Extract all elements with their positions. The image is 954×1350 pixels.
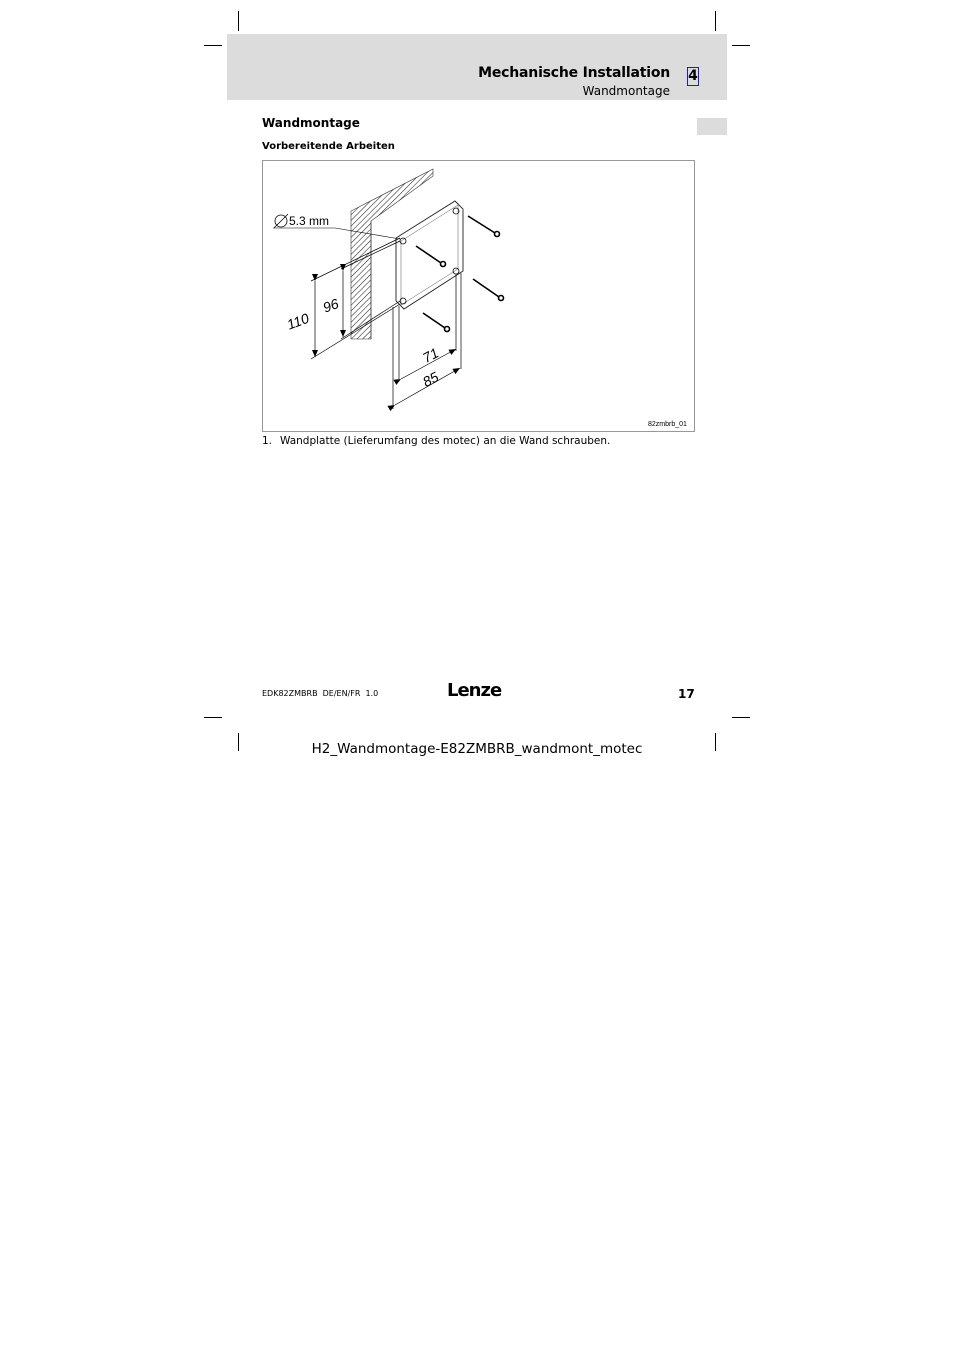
crop-mark: [732, 45, 750, 46]
list-item: [262, 435, 610, 447]
dimension-71: 71: [419, 344, 442, 366]
section-subheading: Vorbereitende Arbeiten: [262, 141, 395, 152]
chapter-subtitle: Wandmontage: [582, 84, 670, 98]
lenze-logo: Lenze: [447, 680, 502, 701]
step-text: Wandplatte (Lieferumfang des motec) an die Wand schrauben.: [280, 435, 611, 447]
step-number: 1.: [262, 435, 273, 447]
file-slug: H2_Wandmontage-E82ZMBRB_wandmont_motec: [311, 741, 643, 757]
crop-mark: [715, 11, 716, 31]
dimension-85: 85: [419, 368, 442, 390]
page-number: 17: [678, 687, 695, 701]
crop-mark: [204, 45, 222, 46]
side-tab: [697, 118, 727, 135]
chapter-title: Mechanische Installation: [478, 65, 670, 81]
mounting-figure: [262, 160, 695, 432]
dimension-110: 110: [284, 309, 312, 333]
wall-mount-diagram: [263, 161, 694, 431]
crop-mark: [732, 717, 750, 718]
section-heading: Wandmontage: [262, 116, 360, 130]
hole-diameter-label: 5.3 mm: [289, 214, 330, 228]
figure-id: 82zmbrb_01: [648, 421, 687, 428]
crop-mark: [204, 717, 222, 718]
chapter-number[interactable]: 4: [688, 68, 698, 84]
hole-diameter-callout: [273, 214, 400, 239]
dimension-96: 96: [320, 295, 341, 316]
document-id: EDK82ZMBRB DE/EN/FR 1.0: [262, 689, 379, 698]
crop-mark: [238, 11, 239, 31]
